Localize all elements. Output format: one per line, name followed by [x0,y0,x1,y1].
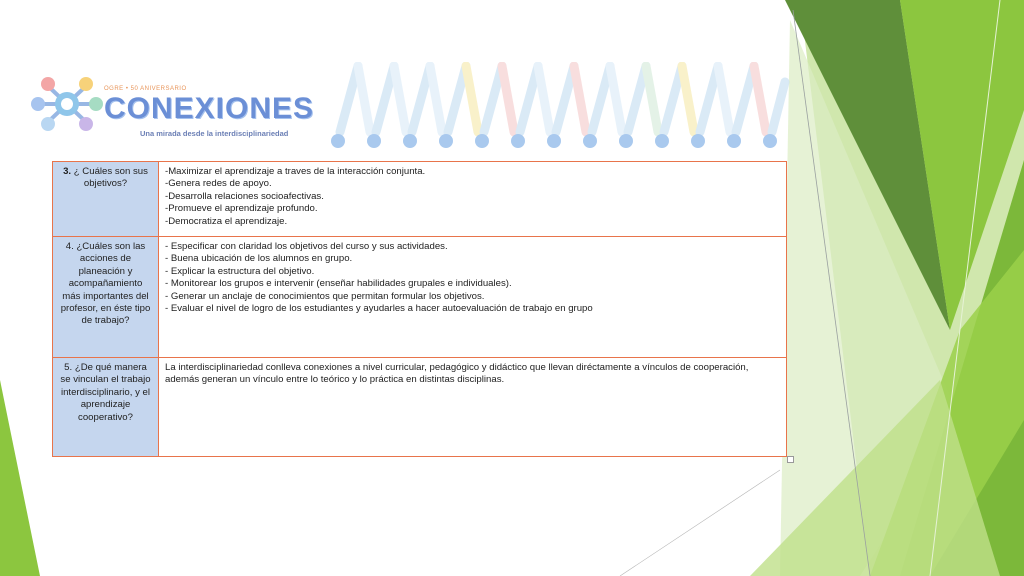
answer-line: -Democratiza el aprendizaje. [165,215,288,227]
question-cell [53,162,159,237]
answer-line: - Generar un anclaje de conocimientos que permitan formular los objetivos. [165,290,485,302]
molecule-icon [30,72,105,136]
table-row [53,237,787,358]
answer-line: - Evaluar el nivel de logro de los estudiantes y ayudarles a hacer autoevaluación de trabajo en grupo [165,303,593,315]
question-text: ¿De qué manera se vinculan el trabajo interdisciplinario, y el aprendizaje cooperativo? [60,362,151,423]
answer-line: -Maximizar el aprendizaje a traves de la interacción conjunta. [165,166,426,177]
question-number: 3. [63,166,72,177]
answer-cell [159,358,787,457]
answer-line: -Desarrolla relaciones socioafectivas. [165,190,324,202]
table-row [53,162,787,237]
question-cell [53,358,159,457]
answer-line: - Buena ubicación de los alumnos en grupo. [165,253,353,265]
table-row [53,358,787,457]
answer-line: - Monitorear los grupos e intervenir (enseñar habilidades grupales e individuales). [165,278,512,290]
logo-anniversary-text: OGRE • 50 ANIVERSARIO [104,86,187,92]
answer-line: -Promueve el aprendizaje profundo. [165,203,318,215]
logo-subtitle: Una mirada desde la interdisciplinariedad [140,129,289,138]
objectives-table [52,161,787,457]
table-resize-handle[interactable] [787,456,794,463]
answer-line: -Genera redes de apoyo. [165,178,272,190]
logo-title: CONEXIONES [104,92,315,125]
question-text: ¿ Cuáles son sus objetivos? [71,166,148,190]
decorative-stripe-pattern [330,62,790,152]
answer-line: - Explicar la estructura del objetivo. [165,265,315,277]
question-cell [53,237,159,358]
question-number: 4. [65,241,74,252]
answer-line: La interdisciplinariedad conlleva conexiones a nivel curricular, pedagógico y didáctico que llevan diréctamente a vínculos de cooperación, además generan un vínculo entre lo teórico y lo práctica en distintas disciplinas. [165,362,749,386]
answer-line: - Especificar con claridad los objetivos del curso y sus actividades. [165,241,448,252]
question-number: 5. [64,362,73,373]
answer-cell [159,237,787,358]
question-text: ¿Cuáles son las acciones de planeación y acompañamiento más importantes del profesor, en éste tipo de trabajo? [60,241,151,327]
answer-cell [159,162,787,237]
conexiones-logo [30,68,315,148]
